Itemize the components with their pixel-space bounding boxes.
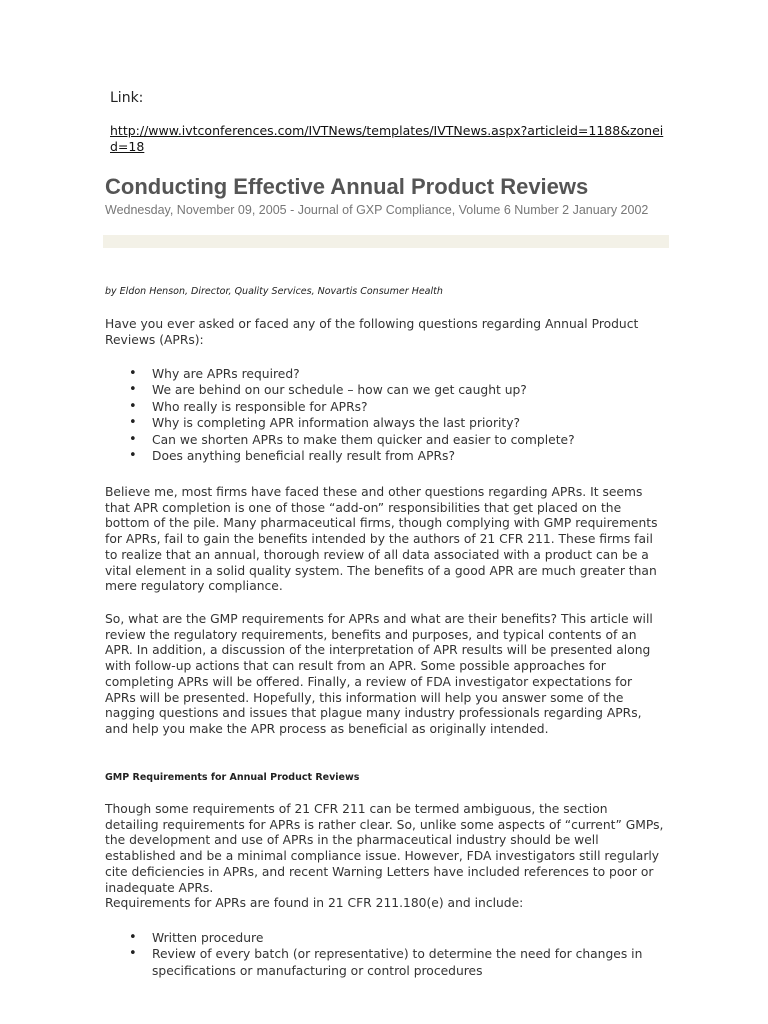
list-item: • Can we shorten APRs to make them quicker and easier to complete? (105, 432, 665, 448)
list-item: • Written procedure (105, 930, 665, 946)
article-url-link[interactable]: http://www.ivtconferences.com/IVTNews/templates/IVTNews.aspx?articleid=1188&zoneid=18 (110, 123, 664, 154)
questions-list (105, 366, 665, 464)
article-subtitle: Wednesday, November 09, 2005 - Journal of GXP Compliance, Volume 6 Number 2 January 2002 (105, 203, 649, 217)
link-label: Link: (110, 90, 144, 106)
body-paragraph-1: Believe me, most firms have faced these and other questions regarding APRs. It seems that APR completion is one of those “add-on” responsibilities that get placed on the bottom of the pile. Many pharmaceutical firms, though complying with GMP requirements for APRs, fail to gain the benefits intended by the authors of 21 CFR 211. These firms fail to realize that an annual, thorough review of all data associated with a product can be a vital element in a solid quality system. The benefits of a good APR are much greater than mere regulatory compliance. (105, 485, 658, 594)
intro-paragraph: Have you ever asked or faced any of the following questions regarding Annual Product Reviews (APRs): (105, 317, 639, 347)
requirements-list (105, 930, 665, 979)
article-title: Conducting Effective Annual Product Reviews (105, 174, 589, 199)
section-heading: GMP Requirements for Annual Product Reviews (105, 772, 360, 783)
list-item: • Review of every batch (or representative) to determine the need for changes in specifications or manufacturing or control procedures (105, 946, 665, 979)
body-paragraph-2: So, what are the GMP requirements for APRs and what are their benefits? This article will review the regulatory requirements, benefits and purposes, and typical contents of an APR. In addition, a discussion of the interpretation of APR results will be presented along with follow-up actions that can result from an APR. Some possible approaches for completing APRs will be offered. Finally, a review of FDA investigator expectations for APRs will be presented. Hopefully, this information will help you answer some of the nagging questions and issues that plague many industry professionals regarding APRs, and help you make the APR process as beneficial as originally intended. (105, 612, 653, 736)
article-byline: by Eldon Henson, Director, Quality Services, Novartis Consumer Health (105, 286, 443, 297)
body-paragraph-4: Requirements for APRs are found in 21 CFR 211.180(e) and include: (105, 896, 524, 910)
list-item: • We are behind on our schedule – how can we get caught up? (105, 382, 665, 398)
list-item: • Why are APRs required? (105, 366, 665, 382)
body-paragraph-3: Though some requirements of 21 CFR 211 can be termed ambiguous, the section detailing requirements for APRs is rather clear. So, unlike some aspects of “current” GMPs, the development and use of APRs in the pharmaceutical industry should be well established and be a minimal compliance issue. However, FDA investigators still regularly cite deficiencies in APRs, and recent Warning Letters have included references to poor or inadequate APRs. (105, 802, 664, 895)
list-item: • Does anything beneficial really result from APRs? (105, 448, 665, 464)
title-divider-band (103, 235, 669, 248)
list-item: • Who really is responsible for APRs? (105, 399, 665, 415)
list-item: • Why is completing APR information always the last priority? (105, 415, 665, 431)
